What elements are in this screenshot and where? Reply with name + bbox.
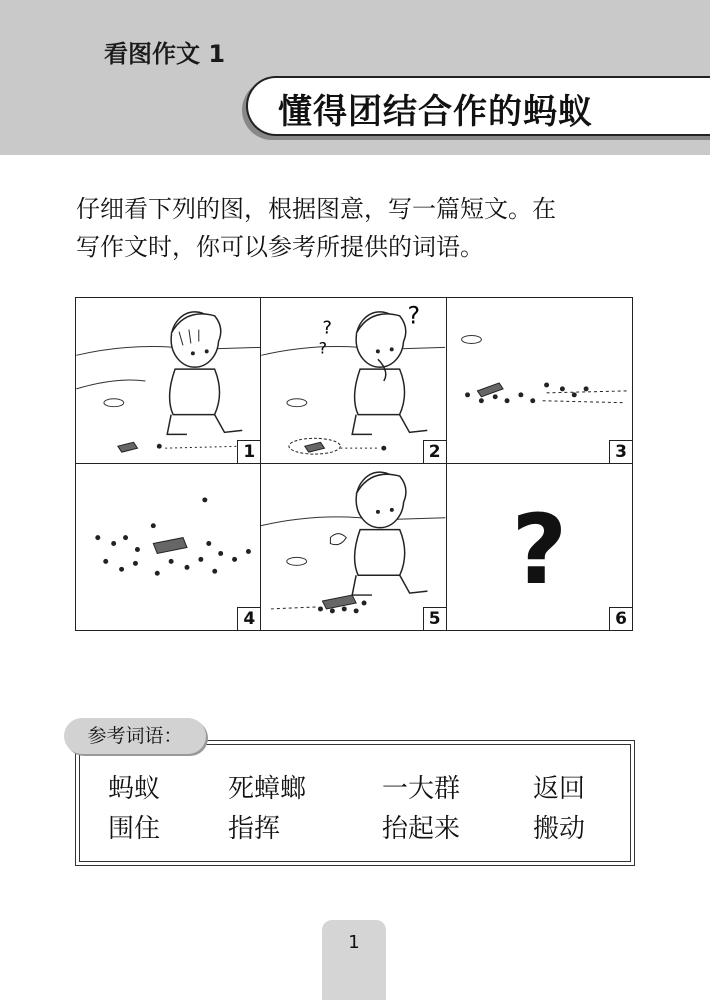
vocabulary-label: 参考词语： xyxy=(64,718,206,754)
panel-number: 2 xyxy=(423,440,446,463)
boy-puzzled-illustration xyxy=(261,298,445,463)
vocabulary-word: 指挥 xyxy=(228,814,281,844)
page-title: 懂得团结合作的蚂蚁 xyxy=(278,92,593,132)
panel-number: 6 xyxy=(609,607,632,630)
picture-panel-5 xyxy=(261,464,446,630)
vocabulary-word: 搬动 xyxy=(533,814,586,844)
panel-number: 4 xyxy=(237,607,260,630)
picture-grid xyxy=(75,297,633,631)
vocabulary-word: 返回 xyxy=(533,774,586,804)
page-number-tab xyxy=(322,920,386,1000)
vocabulary-word: 死蟑螂 xyxy=(228,774,307,804)
panel-number: 3 xyxy=(609,440,632,463)
vocabulary-word: 蚂蚁 xyxy=(108,774,161,804)
panel-number: 1 xyxy=(237,440,260,463)
vocabulary-word: 围住 xyxy=(108,814,161,844)
section-label: 看图作文 1 xyxy=(104,40,226,68)
picture-panel-3 xyxy=(447,298,632,464)
boy-looking-illustration xyxy=(76,298,260,463)
ants-surrounding-illustration xyxy=(76,464,260,630)
page-number: 1 xyxy=(348,932,360,953)
question-mark: ? xyxy=(511,494,568,606)
svg-text:?: ? xyxy=(407,301,421,330)
boy-watching-ants-illustration xyxy=(261,464,445,630)
ants-gathering-illustration xyxy=(447,298,632,463)
vocabulary-word: 抬起来 xyxy=(382,814,461,844)
picture-panel-4 xyxy=(76,464,261,630)
picture-panel-2 xyxy=(261,298,446,464)
instruction-line-2: 写作文时，你可以参考所提供的词语。 xyxy=(76,233,484,261)
panel-number: 5 xyxy=(423,607,446,630)
instruction-line-1: 仔细看下列的图，根据图意，写一篇短文。在 xyxy=(76,195,556,223)
svg-text:?: ? xyxy=(318,338,328,358)
svg-text:?: ? xyxy=(322,317,333,339)
title-banner xyxy=(246,76,710,136)
instructions xyxy=(76,190,656,266)
picture-panel-1 xyxy=(76,298,261,464)
vocabulary-word: 一大群 xyxy=(382,774,461,804)
picture-panel-6 xyxy=(447,464,632,630)
